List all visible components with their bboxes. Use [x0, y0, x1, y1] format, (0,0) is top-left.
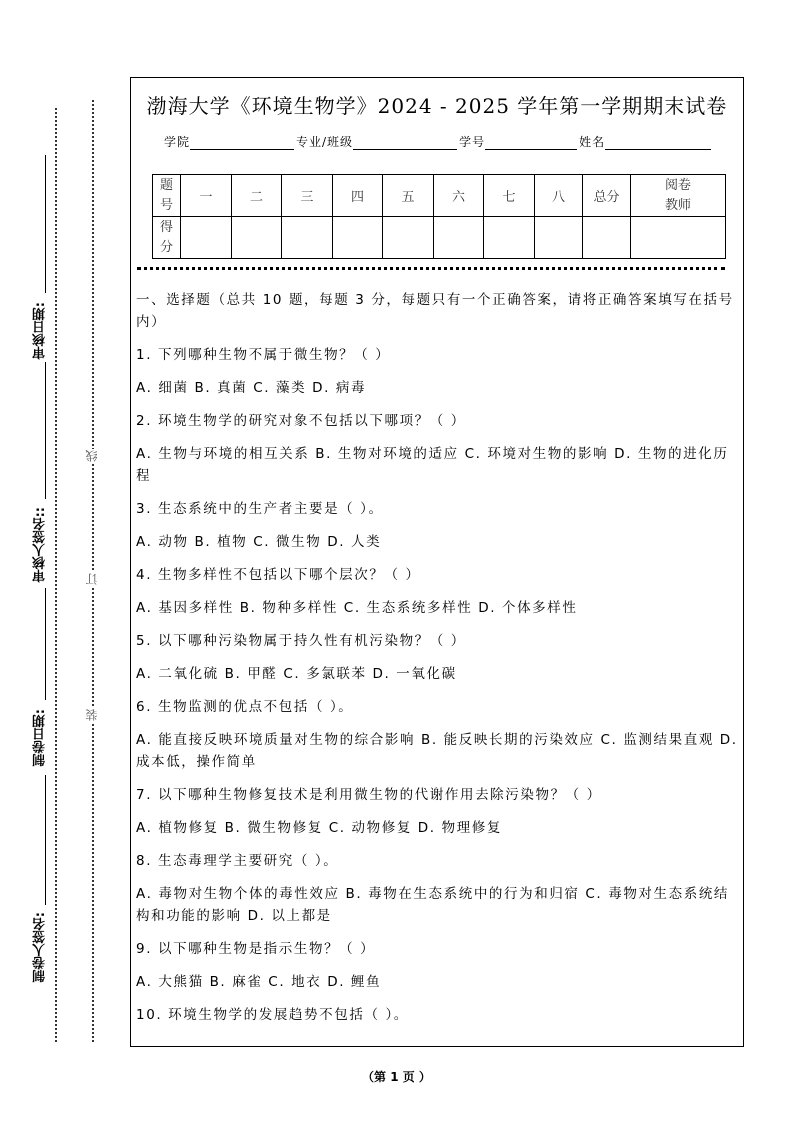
question-1-options: A. 细菌 B. 真菌 C. 藻类 D. 病毒 — [136, 380, 367, 396]
grader-header — [631, 175, 726, 217]
col-header-6: 六 — [434, 175, 484, 217]
question-4-options: A. 基因多样性 B. 物种多样性 C. 生态系统多样性 D. 个体多样性 — [136, 600, 578, 616]
question-3-stem: 3. 生态系统中的生产者主要是（ ）。 — [136, 501, 384, 517]
dotted-separator — [137, 267, 725, 270]
student-info-row — [164, 133, 713, 150]
college-label: 学院 — [164, 135, 191, 149]
setter-date-label: 制卷日期: — [33, 709, 48, 767]
col-header-total: 总分 — [583, 175, 631, 217]
question-5-options: A. 二氧化硫 B. 甲醛 C. 多氯联苯 D. 一氧化碳 — [136, 666, 457, 682]
header-char: 题 — [159, 177, 173, 193]
major-class-label: 专业/班级 — [296, 135, 354, 149]
question-5-stem: 5. 以下哪种污染物属于持久性有机污染物？（ ） — [136, 633, 466, 649]
score-cell-2[interactable] — [232, 217, 282, 259]
score-cell-3[interactable] — [282, 217, 333, 259]
col-header-8: 八 — [535, 175, 583, 217]
col-header-7: 七 — [484, 175, 535, 217]
major-class-field[interactable] — [353, 137, 457, 150]
score-cell-5[interactable] — [383, 217, 434, 259]
student-id-label: 学号 — [459, 135, 486, 149]
question-6-stem: 6. 生物监测的优点不包括（ ）。 — [136, 699, 354, 715]
binding-dotted-line-inner — [55, 108, 57, 1042]
score-cell-8[interactable] — [535, 217, 583, 259]
review-date-line — [45, 155, 46, 293]
score-row-header — [153, 217, 181, 259]
header-text: 教师 — [664, 197, 691, 213]
cut-mark-line: 线 — [85, 450, 99, 462]
question-2-stem: 2. 环境生物学的研究对象不包括以下哪项？（ ） — [136, 413, 466, 429]
score-cell-total[interactable] — [583, 217, 631, 259]
question-7-options: A. 植物修复 B. 微生物修复 C. 动物修复 D. 物理修复 — [136, 820, 502, 836]
header-text: 阅卷 — [664, 177, 691, 193]
question-number-header — [153, 175, 181, 217]
page-number: （第 1 页 ） — [362, 1070, 431, 1084]
question-8-stem: 8. 生态毒理学主要研究（ ）。 — [136, 853, 339, 869]
exam-title: 渤海大学《环境生物学》2024 - 2025 学年第一学期期末试卷 — [146, 94, 728, 118]
question-4-stem: 4. 生物多样性不包括以下哪个层次？（ ） — [136, 567, 421, 583]
student-id-field[interactable] — [485, 137, 577, 150]
score-cell-1[interactable] — [181, 217, 232, 259]
header-char: 号 — [159, 197, 173, 213]
score-table — [152, 174, 726, 259]
score-cell-4[interactable] — [333, 217, 383, 259]
col-header-1: 一 — [181, 175, 232, 217]
exam-frame — [130, 77, 744, 1047]
col-header-2: 二 — [232, 175, 282, 217]
score-cell-6[interactable] — [434, 217, 484, 259]
col-header-4: 四 — [333, 175, 383, 217]
question-7-stem: 7. 以下哪种生物修复技术是利用微生物的代谢作用去除污染物？（ ） — [136, 787, 602, 803]
col-header-3: 三 — [282, 175, 333, 217]
question-1-stem: 1. 下列哪种生物不属于微生物？（ ） — [136, 347, 391, 363]
header-char: 得 — [159, 219, 173, 235]
score-row — [153, 217, 726, 259]
section-one — [136, 289, 739, 1037]
setter-date-line — [45, 775, 46, 905]
grader-cell[interactable] — [631, 217, 726, 259]
question-3-options: A. 动物 B. 植物 C. 微生物 D. 人类 — [136, 534, 382, 550]
setter-signature-label: 制卷人签名: — [33, 912, 48, 983]
section-heading: 一、选择题（总共 10 题，每题 3 分，每题只有一个正确答案，请将正确答案填写在括号内） — [136, 292, 734, 330]
score-cell-7[interactable] — [484, 217, 535, 259]
question-number-row — [153, 175, 726, 217]
reviewer-signature-line — [45, 362, 46, 499]
name-label: 姓名 — [579, 135, 606, 149]
question-6-options: A. 能直接反映环境质量对生物的综合影响 B. 能反映长期的污染效应 C. 监测结果直观 D. 成本低，操作简单 — [136, 732, 738, 770]
name-field[interactable] — [605, 137, 711, 150]
question-2-options: A. 生物与环境的相互关系 B. 生物对环境的适应 C. 环境对生物的影响 D. 生物的进化历程 — [136, 446, 729, 484]
cut-mark-seal: 装 — [85, 709, 99, 721]
reviewer-signature-line-lower — [45, 588, 46, 700]
binding-dotted-line-outer — [92, 100, 94, 1042]
question-9-options: A. 大熊猫 B. 麻雀 C. 地衣 D. 鲤鱼 — [136, 974, 382, 990]
col-header-5: 五 — [383, 175, 434, 217]
college-field[interactable] — [190, 137, 294, 150]
question-8-options: A. 毒物对生物个体的毒性效应 B. 毒物在生态系统中的行为和归宿 C. 毒物对生态系统结构和功能的影响 D. 以上都是 — [136, 886, 730, 924]
question-9-stem: 9. 以下哪种生物是指示生物？（ ） — [136, 941, 376, 957]
question-10-stem: 10. 环境生物学的发展趋势不包括（ ）。 — [136, 1007, 409, 1023]
reviewer-signature-label: 审核人签名:: — [33, 507, 48, 583]
header-char: 分 — [159, 239, 173, 255]
cut-mark-bind: 订 — [85, 573, 99, 585]
review-date-label: 审核日期: — [33, 302, 48, 360]
